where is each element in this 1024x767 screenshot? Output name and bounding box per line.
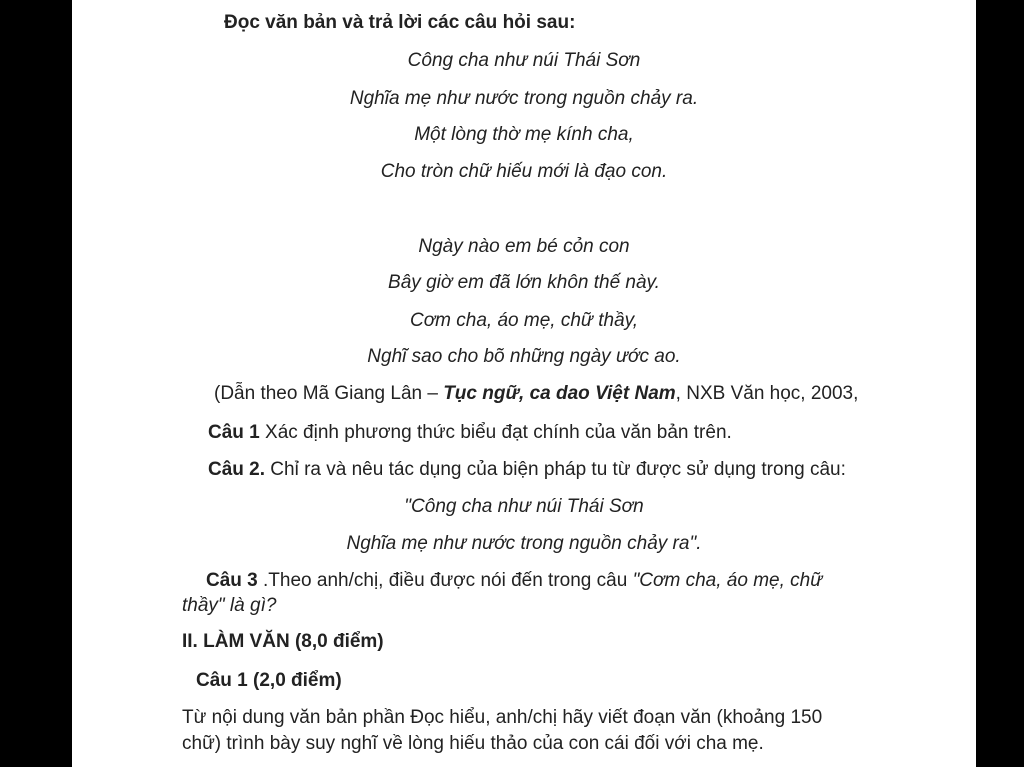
source-citation — [214, 383, 858, 405]
question-1-label: Câu 1 — [208, 422, 260, 443]
document-page — [72, 0, 976, 767]
question-1 — [208, 422, 732, 444]
section-2-question-1-text-line-2: chữ) trình bày suy nghĩ về lòng hiếu thảo của con cái đối với cha mẹ. — [182, 733, 764, 754]
question-2-quote-2: Nghĩa mẹ như nước trong nguồn chảy ra". — [346, 533, 702, 554]
poem-line-1: Công cha như núi Thái Sơn — [407, 50, 641, 71]
poem-line-5: Ngày nào em bé cỏn con — [418, 236, 630, 257]
question-2-quote-1: "Công cha như núi Thái Sơn — [404, 496, 644, 517]
section-2-question-1: Câu 1 (2,0 điểm) — [196, 670, 342, 691]
question-2-label: Câu 2. — [208, 459, 266, 480]
section-2-heading: II. LÀM VĂN (8,0 điểm) — [182, 631, 384, 652]
question-2 — [208, 459, 846, 481]
question-2-text: Chỉ ra và nêu tác dụng của biện pháp tu từ được sử dụng trong câu: — [265, 459, 846, 480]
poem-line-8: Nghĩ sao cho bõ những ngày ước ao. — [367, 346, 681, 367]
question-3-label: Câu 3 — [206, 570, 258, 591]
poem-line-7: Cơm cha, áo mẹ, chữ thầy, — [409, 310, 639, 331]
question-3-text: .Theo anh/chị, điều được nói đến trong câu — [257, 570, 633, 591]
source-title: Tục ngữ, ca dao Việt Nam — [443, 383, 676, 404]
source-prefix: (Dẫn theo Mã Giang Lân – — [214, 383, 444, 404]
question-1-text: Xác định phương thức biểu đạt chính của văn bản trên. — [259, 422, 732, 443]
source-suffix: , NXB Văn học, 2003, — [675, 383, 859, 404]
poem-line-4: Cho tròn chữ hiếu mới là đạo con. — [380, 161, 668, 182]
poem-line-2: Nghĩa mẹ như nước trong nguồn chảy ra. — [349, 88, 699, 109]
poem-line-6: Bây giờ em đã lớn khôn thế này. — [388, 272, 660, 293]
poem-line-3: Một lòng thờ mẹ kính cha, — [414, 124, 634, 145]
section-2-question-1-text-line-1: Từ nội dung văn bản phần Đọc hiểu, anh/chị hãy viết đoạn văn (khoảng 150 — [182, 707, 823, 728]
question-3 — [206, 570, 822, 592]
question-3-quote: "Cơm cha, áo mẹ, chữ — [632, 570, 823, 591]
instruction: Đọc văn bản và trả lời các câu hỏi sau: — [224, 12, 576, 33]
question-3-continuation: thầy" là gì? — [182, 595, 277, 616]
